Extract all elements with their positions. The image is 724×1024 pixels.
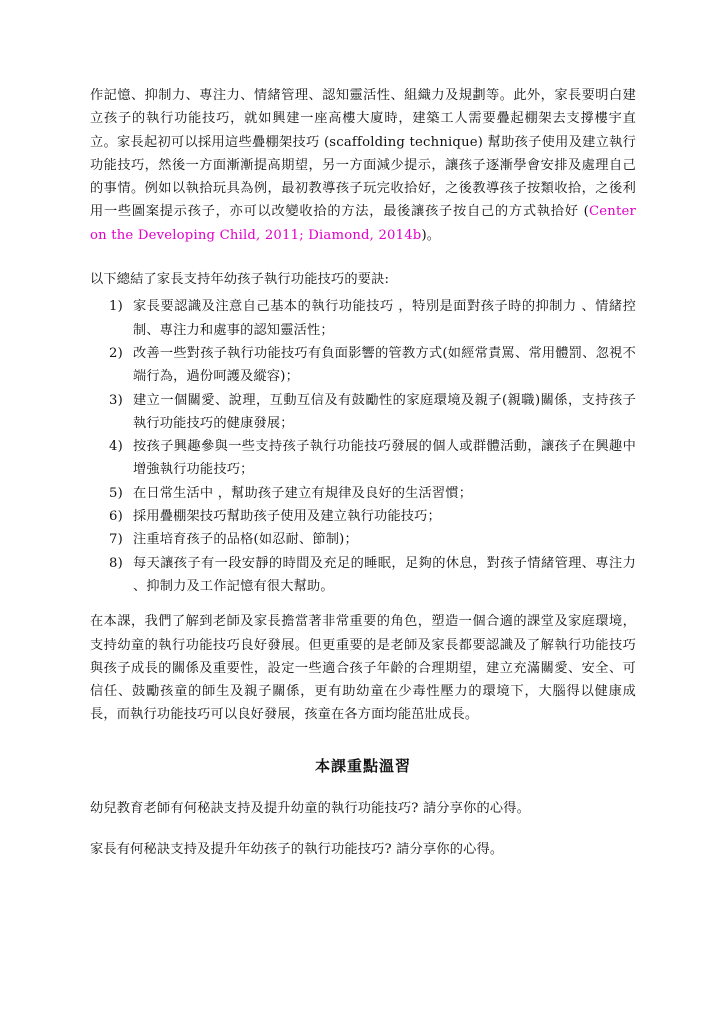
list-number: 6) (109, 509, 123, 525)
list-number: 5) (109, 485, 123, 501)
review-question-parent: 家長有何秘訣支持及提升年幼孩子的執行功能技巧? 請分享你的心得。 (90, 842, 504, 858)
list-item (90, 482, 636, 505)
list-item (90, 389, 636, 436)
list-item (90, 342, 636, 389)
list-number: 3) (109, 392, 123, 408)
review-heading: 本課重點溫習 (314, 756, 411, 775)
list-item-text: 採用疊棚架技巧幫助孩子使用及建立執行功能技巧； (133, 509, 441, 525)
list-item-text: 在日常生活中 ，幫助孩子建立有規律及良好的生活習慣； (133, 485, 473, 501)
list-item-text: 建立一個關愛、說理，互動互信及有鼓勵性的家庭環境及親子(親職)關係，支持孩子執行功能技巧的健康發展； (133, 392, 636, 431)
list-item-text: 注重培育孩子的品格(如忍耐、節制)； (133, 532, 358, 548)
list-item (90, 528, 636, 551)
paragraph-scaffolding-end: )。 (421, 227, 441, 243)
list-item-text: 按孩子興趣參與一些支持孩子執行功能技巧發展的個人或群體活動，讓孩子在興趣中增強執行功能技巧； (133, 439, 636, 478)
list-item-text: 家長要認識及注意自己基本的執行功能技巧 ，特別是面對孩子時的抑制力 、情緒控制、專注力和處事的認知靈活性； (133, 299, 636, 338)
paragraph-summary: 在本課，我們了解到老師及家長擔當著非常重要的角色，塑造一個合適的課堂及家庭環境，支持幼童的執行功能技巧良好發展。但更重要的是老師及家長都要認識及了解執行功能技巧與孩子成長的關係及重要性，設定一些適合孩子年齡的合理期望，建立充滿關愛、安全、可信任、鼓勵孩童的師生及親子關係，更有助幼童在少毒性壓力的環境下，大腦得以健康成長，而執行功能技巧可以良好發展，孩童在各方面均能茁壯成長。 (90, 614, 636, 723)
list-item-text: 每天讓孩子有一段安靜的時間及充足的睡眠，足夠的休息，對孩子情緒管理、專注力 、抑制力及工作記憶有很大幫助。 (133, 555, 636, 594)
list-number: 8) (109, 555, 123, 571)
list-number: 4) (109, 439, 123, 455)
list-item (90, 505, 636, 528)
list-item (90, 552, 636, 599)
list-number: 2) (109, 345, 123, 361)
list-number: 7) (109, 532, 123, 548)
parent-tips-list (90, 295, 636, 598)
tips-intro: 以下總結了家長支持年幼孩子執行功能技巧的要訣: (90, 272, 390, 288)
list-item (90, 295, 636, 342)
list-number: 1) (109, 299, 123, 315)
paragraph-scaffolding (90, 84, 636, 247)
list-item (90, 435, 636, 482)
paragraph-scaffolding-text: 作記憶、抑制力、專注力、情緒管理、認知靈活性、組織力及規劃等。此外，家長要明白建立孩子的執行功能技巧，就如興建一座高樓大廈時，建築工人需要疊起棚架去支撐樓宇直立。家長起初可以採用這些疊棚架技巧 (scaffolding technique) 幫助孩子使用及建立執行功能技巧，然後一方面漸漸提高期望，另一方面減少提示，讓孩子逐漸學會安排及處理自己的事情。例如以執拾玩具為例，最初教導孩子玩完收拾好，之後教導孩子按類收拾，之後利用一些圖案提示孩子，亦可以改變收拾的方法，最後讓孩子按自己的方式執拾好 ( (90, 88, 636, 220)
review-question-teacher: 幼兒教育老師有何秘訣支持及提升幼童的執行功能技巧? 請分享你的心得。 (90, 800, 531, 816)
list-item-text: 改善一些對孩子執行功能技巧有負面影響的管教方式(如經常責罵、常用體罰、忽視不端行為，過份呵護及縱容)； (133, 345, 636, 385)
citation: Center on the Developing Child, 2011; Diamond, 2014b (90, 204, 636, 243)
